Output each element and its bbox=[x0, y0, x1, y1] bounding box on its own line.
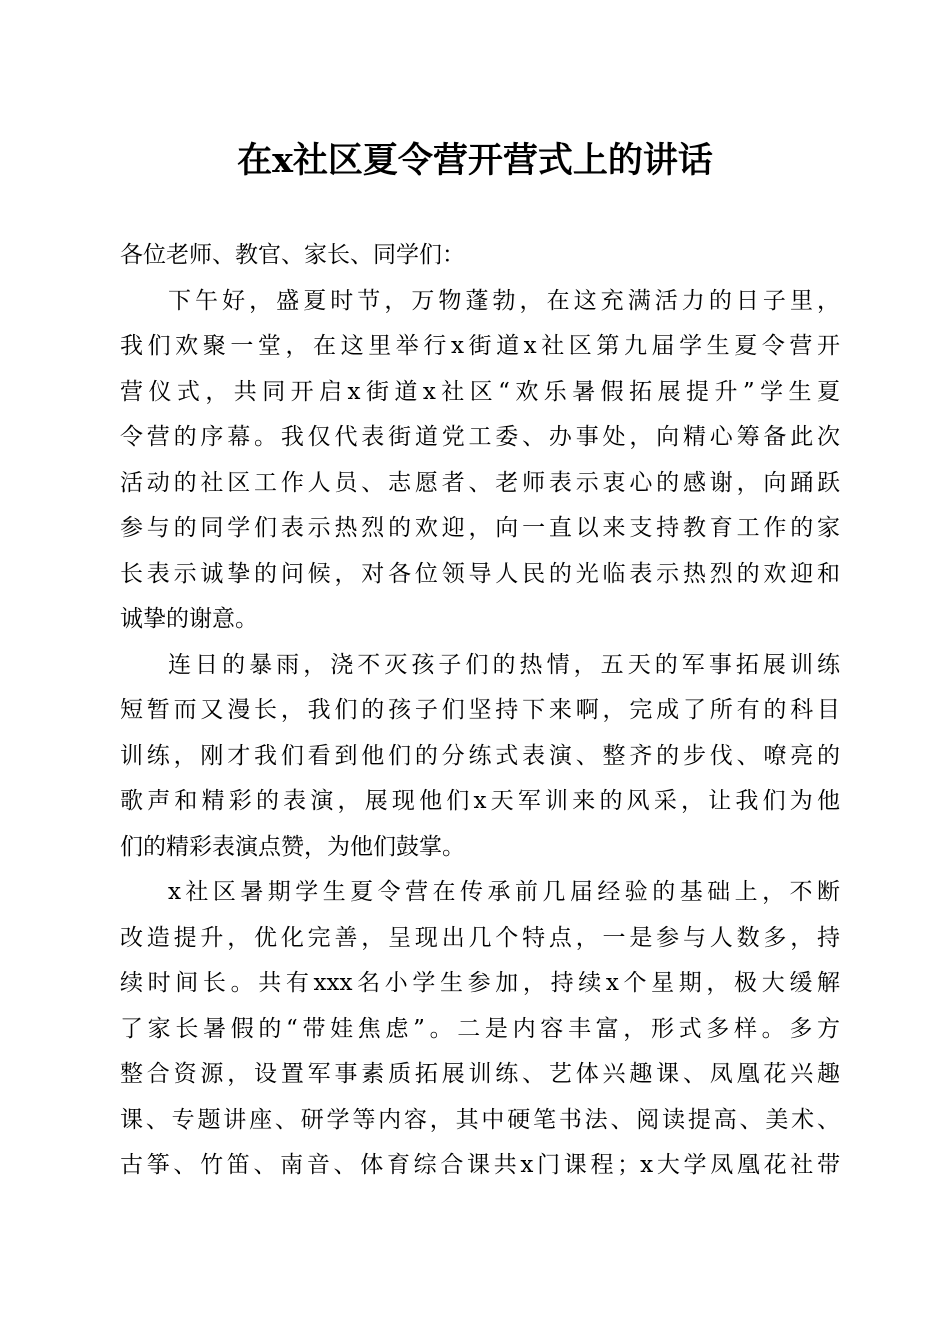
paragraph-line: 活动的社区工作人员、志愿者、老师表示衷心的感谢，向踊跃 bbox=[120, 469, 840, 496]
paragraph-1 bbox=[120, 279, 840, 643]
paragraph-line: x社区暑期学生夏令营在传承前几届经验的基础上，不断 bbox=[168, 879, 840, 905]
paragraph-line: 整合资源，设置军事素质拓展训练、艺体兴趣课、凤凰花兴趣 bbox=[120, 1061, 840, 1087]
document-title: 在x社区夏令营开营式上的讲话 bbox=[237, 140, 713, 181]
salutation: 各位老师、教官、家长、同学们： bbox=[120, 242, 465, 268]
paragraph-line: 营仪式，共同开启x街道x社区“欢乐暑假拓展提升”学生夏 bbox=[120, 378, 840, 405]
paragraph-line: 诚挚的谢意。 bbox=[120, 606, 258, 632]
paragraph-line: 短暂而又漫长，我们的孩子们坚持下来啊，完成了所有的科目 bbox=[120, 697, 840, 723]
paragraph-line: 长表示诚挚的问候，对各位领导人民的光临表示热烈的欢迎和 bbox=[120, 560, 840, 587]
paragraph-line: 参与的同学们表示热烈的欢迎，向一直以来支持教育工作的家 bbox=[120, 515, 840, 541]
paragraph-line: 歌声和精彩的表演，展现他们x天军训来的风采，让我们为他 bbox=[120, 788, 840, 814]
paragraph-line: 改造提升，优化完善，呈现出几个特点，一是参与人数多，持 bbox=[120, 924, 840, 951]
paragraph-line: 们的精彩表演点赞，为他们鼓掌。 bbox=[120, 833, 465, 860]
paragraph-line: 古筝、竹笛、南音、体育综合课共x门课程；x大学凤凰花社带 bbox=[120, 1152, 840, 1178]
paragraph-line: 续时间长。共有xxx名小学生参加，持续x个星期，极大缓解 bbox=[120, 970, 840, 996]
paragraph-line: 连日的暴雨，浇不灭孩子们的热情，五天的军事拓展训练 bbox=[168, 651, 840, 678]
paragraph-2 bbox=[120, 643, 840, 871]
paragraph-line: 令营的序幕。我仅代表街道党工委、办事处，向精心筹备此次 bbox=[120, 424, 840, 450]
paragraph-line: 课、专题讲座、研学等内容，其中硬笔书法、阅读提高、美术、 bbox=[120, 1106, 840, 1133]
document-body bbox=[120, 233, 840, 1189]
paragraph-3 bbox=[120, 870, 840, 1189]
paragraph-line: 了家长暑假的“带娃焦虑”。二是内容丰富，形式多样。多方 bbox=[120, 1015, 840, 1042]
paragraph-line: 我们欢聚一堂，在这里举行x街道x社区第九届学生夏令营开 bbox=[120, 333, 840, 359]
paragraph-line: 训练，刚才我们看到他们的分练式表演、整齐的步伐、嘹亮的 bbox=[120, 742, 840, 769]
paragraph-line: 下午好，盛夏时节，万物蓬勃，在这充满活力的日子里， bbox=[168, 287, 840, 314]
